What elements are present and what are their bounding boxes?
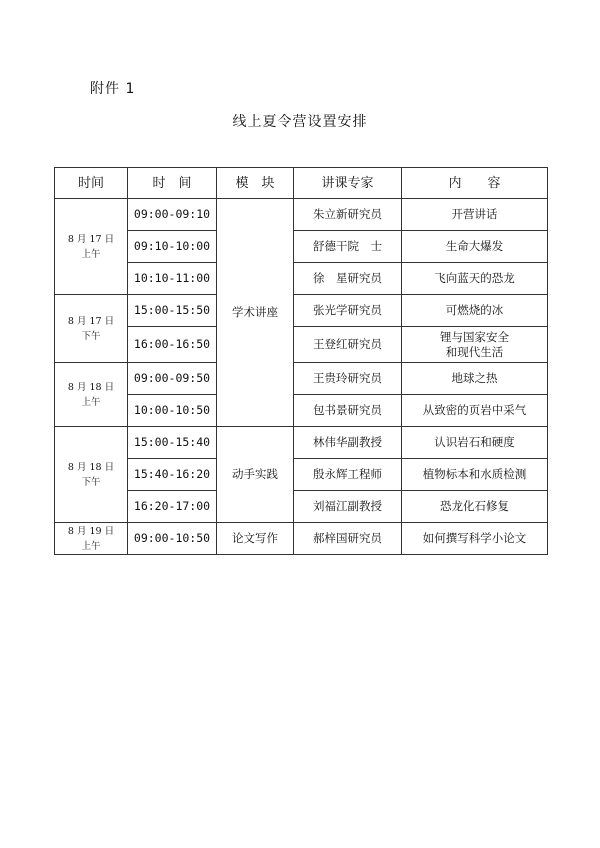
expert-cell: 郝梓国研究员: [294, 523, 402, 555]
expert-cell: 王贵玲研究员: [294, 363, 402, 395]
time-cell: 16:00-16:50: [128, 327, 217, 363]
time-cell: 10:10-11:00: [128, 263, 217, 295]
expert-cell: 殷永辉工程师: [294, 459, 402, 491]
schedule-table: [54, 167, 548, 555]
attachment-label: 附件 1: [90, 81, 136, 97]
column-header-time: 时 间: [128, 168, 217, 199]
time-cell: 09:00-09:10: [128, 199, 217, 231]
content-cell: 开营讲话: [402, 199, 548, 231]
expert-cell: 林伟华副教授: [294, 427, 402, 459]
date-text: 8 月 17 日: [67, 233, 115, 245]
date-period: 上午: [81, 396, 101, 408]
time-cell: 09:10-10:00: [128, 231, 217, 263]
content-cell: 可燃烧的冰: [402, 295, 548, 327]
table-row: [55, 523, 548, 555]
column-header-date: 时间: [55, 168, 128, 199]
table-row: [55, 363, 548, 395]
table-row: [55, 491, 548, 523]
date-text: 8 月 19 日: [67, 525, 115, 537]
content-line: 和现代生活: [445, 344, 504, 359]
content-cell: 认识岩石和硬度: [402, 427, 548, 459]
column-header-expert: 讲课专家: [294, 168, 402, 199]
content-cell: 飞向蓝天的恐龙: [402, 263, 548, 295]
time-cell: 09:00-09:50: [128, 363, 217, 395]
date-text: 8 月 18 日: [67, 461, 115, 473]
date-period: 上午: [81, 248, 101, 260]
time-cell: 15:40-16:20: [128, 459, 217, 491]
table-row: [55, 231, 548, 263]
column-header-content: 内 容: [402, 168, 548, 199]
date-cell: [55, 295, 128, 363]
expert-cell: 舒德干院 士: [294, 231, 402, 263]
table-header-row: [55, 168, 548, 199]
expert-cell: 王登红研究员: [294, 327, 402, 363]
expert-cell: 徐 星研究员: [294, 263, 402, 295]
time-cell: 15:00-15:40: [128, 427, 217, 459]
content-cell: 生命大爆发: [402, 231, 548, 263]
time-cell: 15:00-15:50: [128, 295, 217, 327]
content-line: 锂与国家安全: [440, 329, 509, 344]
content-cell: 植物标本和水质检测: [402, 459, 548, 491]
expert-cell: 包书景研究员: [294, 395, 402, 427]
expert-cell: 刘福江副教授: [294, 491, 402, 523]
date-period: 下午: [81, 476, 101, 488]
module-cell: 论文写作: [217, 523, 294, 555]
date-text: 8 月 18 日: [67, 381, 115, 393]
table-row: [55, 395, 548, 427]
date-text: 8 月 17 日: [67, 315, 115, 327]
content-cell: 从致密的页岩中采气: [402, 395, 548, 427]
content-cell: [402, 327, 548, 363]
table-row: [55, 295, 548, 327]
document-title: 线上夏令营设置安排: [232, 114, 368, 130]
time-cell: 09:00-10:50: [128, 523, 217, 555]
time-cell: 10:00-10:50: [128, 395, 217, 427]
content-cell: 恐龙化石修复: [402, 491, 548, 523]
module-cell: 学术讲座: [217, 199, 294, 427]
content-cell: 如何撰写科学小论文: [402, 523, 548, 555]
date-period: 下午: [81, 330, 101, 342]
table-row: [55, 199, 548, 231]
date-cell: [55, 427, 128, 523]
table-row: [55, 327, 548, 363]
content-cell: 地球之热: [402, 363, 548, 395]
module-cell: 动手实践: [217, 427, 294, 523]
expert-cell: 张光学研究员: [294, 295, 402, 327]
date-cell: [55, 523, 128, 555]
table-row: [55, 427, 548, 459]
time-cell: 16:20-17:00: [128, 491, 217, 523]
date-period: 上午: [81, 540, 101, 552]
date-cell: [55, 363, 128, 427]
table-row: [55, 459, 548, 491]
column-header-module: 模 块: [217, 168, 294, 199]
table-row: [55, 263, 548, 295]
date-cell: [55, 199, 128, 295]
expert-cell: 朱立新研究员: [294, 199, 402, 231]
